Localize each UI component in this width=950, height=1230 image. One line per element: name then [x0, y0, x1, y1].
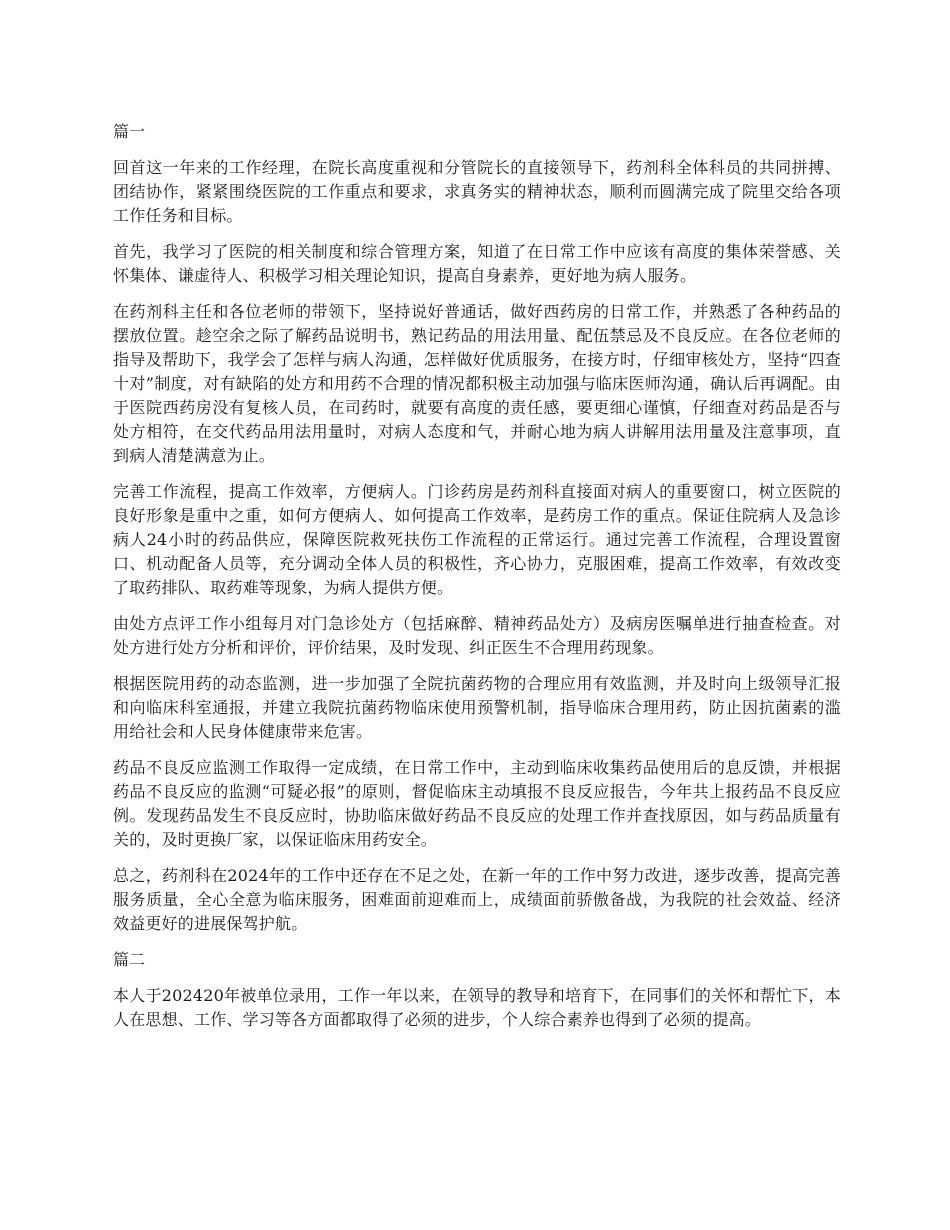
- paragraph: 由处方点评工作小组每月对门急诊处方（包括麻醉、精神药品处方）及病房医嘱单进行抽查检查。对处方进行处方分析和评价，评价结果，及时发现、纠正医生不合理用药现象。: [113, 614, 841, 657]
- paragraph: 总之，药剂科在2024年的工作中还存在不足之处，在新一年的工作中努力改进，逐步改善，提高完善服务质量，全心全意为临床服务，困难面前迎难而上，成绩面前骄傲备战，为我院的社会效益、经济效益更好的进展保驾护航。: [113, 866, 841, 933]
- paragraph: 药品不良反应监测工作取得一定成绩，在日常工作中，主动到临床收集药品使用后的息反馈，并根据药品不良反应的监测“可疑必报”的原则，督促临床主动填报不良反应报告，今年共上报药品不良反应例。发现药品发生不良反应时，协助临床做好药品不良反应的处理工作并查找原因，如与药品质量有关的，及时更换厂家，以保证临床用药安全。: [113, 758, 841, 849]
- paragraph: 首先，我学习了医院的相关制度和综合管理方案，知道了在日常工作中应该有高度的集体荣誉感、关怀集体、谦虚待人、积极学习相关理论知识，提高自身素养，更好地为病人服务。: [113, 242, 841, 285]
- section-heading: 篇一: [113, 122, 146, 141]
- section-2: [113, 948, 841, 1032]
- paragraph: 完善工作流程，提高工作效率，方便病人。门诊药房是药剂科直接面对病人的重要窗口，树立医院的良好形象是重中之重，如何方便病人、如何提高工作效率，是药房工作的重点。保证住院病人及急诊病人24小时的药品供应，保障医院救死扶伤工作流程的正常运行。通过完善工作流程，合理设置窗口、机动配备人员等，充分调动全体人员的积极性，齐心协力，克服困难，提高工作效率，有效改变了取药排队、取药难等现象，为病人提供方便。: [113, 482, 841, 597]
- paragraph: 在药剂科主任和各位老师的带领下，坚持说好普通话，做好西药房的日常工作，并熟悉了各种药品的摆放位置。趁空余之际了解药品说明书，熟记药品的用法用量、配伍禁忌及不良反应。在各位老师的指导及帮助下，我学会了怎样与病人沟通，怎样做好优质服务，在接方时，仔细审核处方，坚持“四查十对”制度，对有缺陷的处方和用药不合理的情况都积极主动加强与临床医师沟通，确认后再调配。由于医院西药房没有复核人员，在司药时，就要有高度的责任感，要更细心谨慎，仔细查对药品是否与处方相符，在交代药品用法用量时，对病人态度和气，并耐心地为病人讲解用法用量及注意事项，直到病人清楚满意为止。: [113, 302, 841, 465]
- paragraph: 根据医院用药的动态监测，进一步加强了全院抗菌药物的合理应用有效监测，并及时向上级领导汇报和向临床科室通报，并建立我院抗菌药物临床使用预警机制，指导临床合理用药，防止因抗菌素的滥用给社会和人民身体健康带来危害。: [113, 674, 841, 741]
- paragraph: 本人于202420年被单位录用，工作一年以来，在领导的教导和培育下，在同事们的关怀和帮忙下，本人在思想、工作、学习等各方面都取得了必须的进步，个人综合素养也得到了必须的提高。: [113, 986, 841, 1029]
- document-body: [113, 120, 841, 1044]
- paragraph: 回首这一年来的工作经理，在院长高度重视和分管院长的直接领导下，药剂科全体科员的共同拼搏、团结协作，紧紧围绕医院的工作重点和要求，求真务实的精神状态，顺利而圆满完成了院里交给各项工作任务和目标。: [113, 158, 841, 225]
- section-heading: 篇二: [113, 950, 146, 969]
- section-1: [113, 120, 841, 936]
